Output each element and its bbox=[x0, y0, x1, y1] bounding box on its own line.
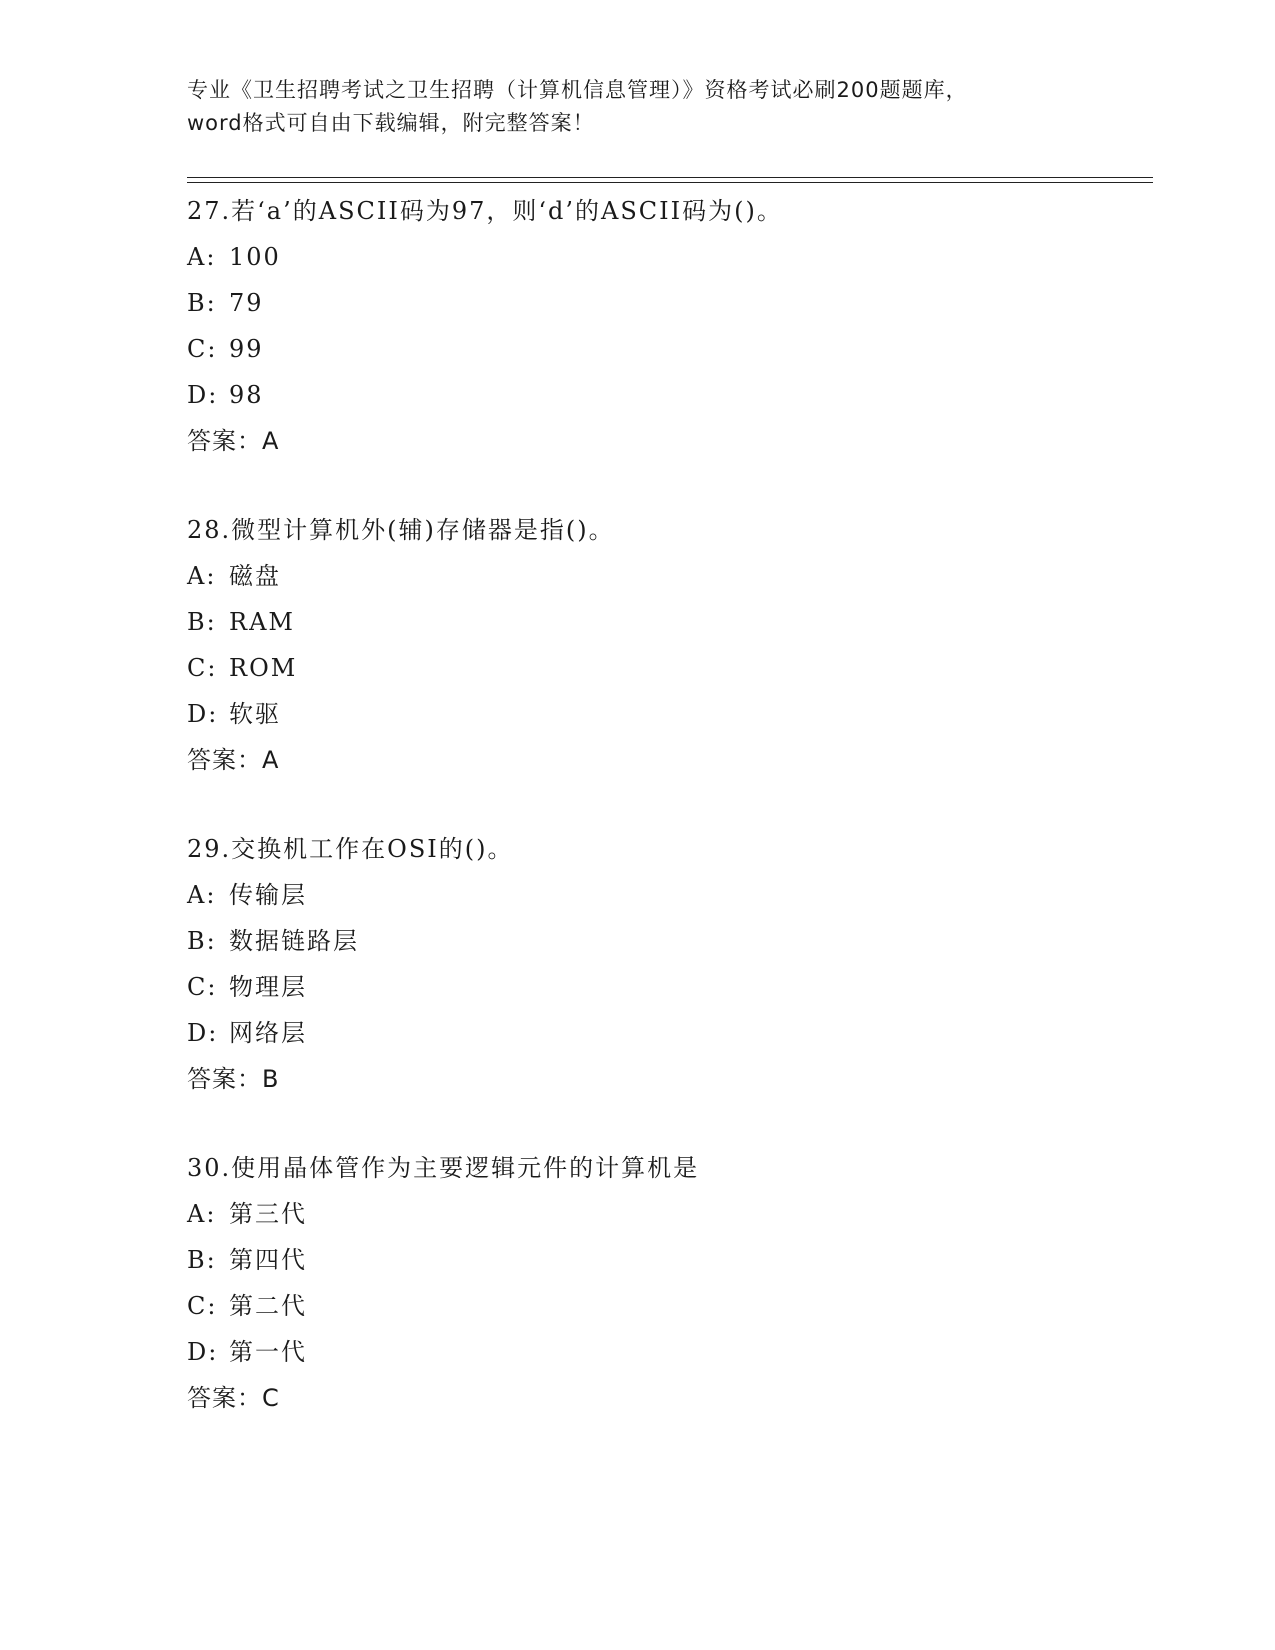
option-letter: B: bbox=[187, 608, 217, 636]
option-text: 第四代 bbox=[229, 1246, 307, 1274]
option-text: 98 bbox=[229, 381, 264, 409]
question-stem bbox=[187, 1145, 1153, 1191]
question-stem bbox=[187, 826, 1153, 872]
option-letter: A: bbox=[187, 562, 217, 590]
option-text: RAM bbox=[229, 608, 295, 636]
option-letter: D: bbox=[187, 700, 219, 728]
header-divider-top bbox=[187, 177, 1153, 178]
question-text: 使用晶体管作为主要逻辑元件的计算机是 bbox=[231, 1154, 700, 1182]
option-letter: C: bbox=[187, 335, 218, 363]
option-c bbox=[187, 964, 1153, 1010]
option-b bbox=[187, 280, 1153, 326]
option-b bbox=[187, 599, 1153, 645]
option-text: 第二代 bbox=[229, 1292, 307, 1320]
option-d bbox=[187, 1010, 1153, 1056]
question-list bbox=[187, 188, 1153, 1464]
option-letter: A: bbox=[187, 1200, 217, 1228]
option-text: 数据链路层 bbox=[229, 927, 359, 955]
document-header bbox=[187, 74, 1087, 140]
question-29 bbox=[187, 826, 1153, 1102]
option-letter: C: bbox=[187, 1292, 218, 1320]
option-text: 软驱 bbox=[229, 700, 281, 728]
answer-line: 答案：B bbox=[187, 1065, 280, 1093]
option-c bbox=[187, 1283, 1153, 1329]
option-letter: B: bbox=[187, 289, 217, 317]
option-letter: B: bbox=[187, 1246, 217, 1274]
option-letter: C: bbox=[187, 654, 218, 682]
answer-line: 答案：A bbox=[187, 427, 280, 455]
option-letter: A: bbox=[187, 881, 217, 909]
option-d bbox=[187, 1329, 1153, 1375]
option-c bbox=[187, 326, 1153, 372]
option-c bbox=[187, 645, 1153, 691]
option-d bbox=[187, 372, 1153, 418]
question-number: 30. bbox=[187, 1154, 232, 1182]
question-27 bbox=[187, 188, 1153, 464]
option-letter: D: bbox=[187, 1338, 219, 1366]
question-text: 若‘a’的ASCII码为97，则‘d’的ASCII码为()。 bbox=[231, 197, 783, 225]
option-a bbox=[187, 872, 1153, 918]
header-line-1: 专业《卫生招聘考试之卫生招聘（计算机信息管理）》资格考试必刷200题题库， bbox=[187, 78, 968, 102]
option-text: 第一代 bbox=[229, 1338, 307, 1366]
option-b bbox=[187, 918, 1153, 964]
option-text: ROM bbox=[229, 654, 298, 682]
header-divider-bottom bbox=[187, 182, 1153, 183]
option-text: 79 bbox=[229, 289, 264, 317]
option-b bbox=[187, 1237, 1153, 1283]
option-text: 99 bbox=[229, 335, 264, 363]
header-line-2: word格式可自由下载编辑，附完整答案！ bbox=[187, 111, 595, 135]
option-letter: B: bbox=[187, 927, 217, 955]
option-text: 传输层 bbox=[229, 881, 307, 909]
option-letter: C: bbox=[187, 973, 218, 1001]
question-28 bbox=[187, 507, 1153, 783]
option-letter: A: bbox=[187, 243, 217, 271]
question-text: 微型计算机外(辅)存储器是指()。 bbox=[231, 516, 615, 544]
question-stem bbox=[187, 188, 1153, 234]
option-letter: D: bbox=[187, 1019, 219, 1047]
option-text: 磁盘 bbox=[229, 562, 281, 590]
answer-line: 答案：C bbox=[187, 1384, 280, 1412]
question-text: 交换机工作在OSI的()。 bbox=[231, 835, 514, 863]
option-a bbox=[187, 234, 1153, 280]
option-text: 网络层 bbox=[229, 1019, 307, 1047]
option-a bbox=[187, 1191, 1153, 1237]
question-stem bbox=[187, 507, 1153, 553]
question-number: 28. bbox=[187, 516, 232, 544]
question-30 bbox=[187, 1145, 1153, 1421]
option-text: 物理层 bbox=[229, 973, 307, 1001]
question-number: 29. bbox=[187, 835, 232, 863]
option-letter: D: bbox=[187, 381, 219, 409]
option-d bbox=[187, 691, 1153, 737]
option-a bbox=[187, 553, 1153, 599]
answer-line: 答案：A bbox=[187, 746, 280, 774]
option-text: 100 bbox=[229, 243, 281, 271]
question-number: 27. bbox=[187, 197, 232, 225]
option-text: 第三代 bbox=[229, 1200, 307, 1228]
